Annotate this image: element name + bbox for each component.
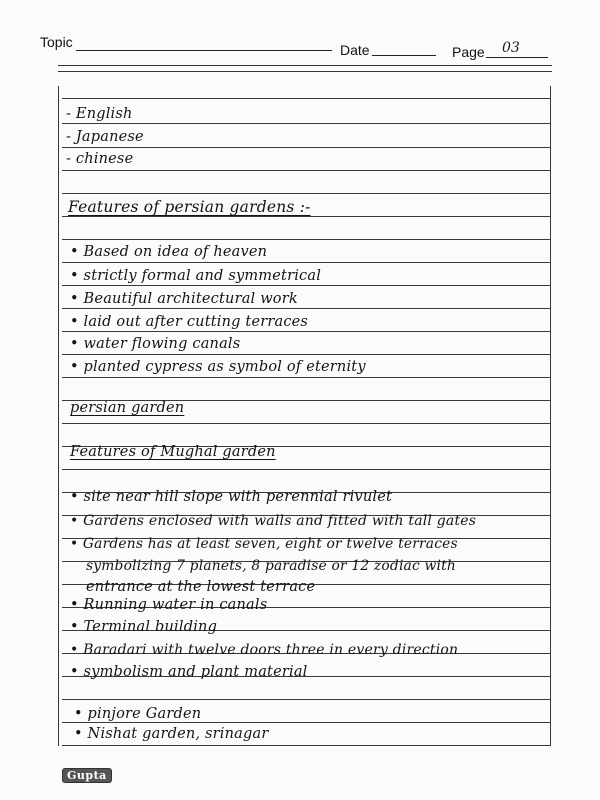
persian-feature-item: • strictly formal and symmetrical (70, 268, 322, 284)
page-line (486, 57, 548, 58)
mughal-feature-item: • Gardens has at least seven, eight or twelve terraces (70, 536, 458, 552)
left-margin-line (58, 86, 59, 746)
persian-garden-heading: persian garden (70, 400, 185, 416)
top-double-line-1 (58, 65, 552, 66)
persian-feature-item: • planted cypress as symbol of eternity (70, 359, 366, 375)
persian-feature-item: • Beautiful architectural work (70, 291, 298, 307)
mughal-feature-item: • symbolism and plant material (70, 664, 308, 680)
mughal-feature-item: symbolizing 7 planets, 8 paradise or 12 zodiac with (86, 558, 456, 574)
page-number: 03 (502, 40, 520, 56)
example-item: • pinjore Garden (74, 706, 202, 722)
topic-line (76, 50, 332, 51)
mughal-feature-item: • site near hill slope with perennial rivulet (70, 489, 393, 505)
right-margin-line (550, 86, 551, 746)
top-double-line-2 (58, 71, 552, 72)
language-item: - English (66, 106, 133, 122)
persian-feature-item: • Based on idea of heaven (70, 244, 268, 260)
mughal-feature-item: • Terminal building (70, 619, 218, 635)
mughal-feature-item: • Running water in canals (70, 597, 268, 613)
mughal-features-heading: Features of Mughal garden (70, 444, 276, 460)
persian-features-heading: Features of persian gardens :- (68, 198, 311, 216)
page-label: Page (452, 44, 485, 60)
mughal-feature-item: • Baradari with twelve doors three in every direction (70, 642, 459, 658)
persian-feature-item: • water flowing canals (70, 336, 241, 352)
language-item: - chinese (66, 151, 134, 167)
persian-feature-item: • laid out after cutting terraces (70, 314, 309, 330)
topic-label: Topic (40, 34, 73, 50)
language-item: - Japanese (66, 129, 144, 145)
example-item: • Nishat garden, srinagar (74, 726, 269, 742)
date-line (372, 55, 436, 56)
mughal-feature-item: • Gardens enclosed with walls and fitted with tall gates (70, 513, 477, 529)
brand-logo: Gupta (62, 768, 112, 783)
mughal-feature-item: entrance at the lowest terrace (86, 579, 316, 595)
date-label: Date (340, 42, 370, 58)
